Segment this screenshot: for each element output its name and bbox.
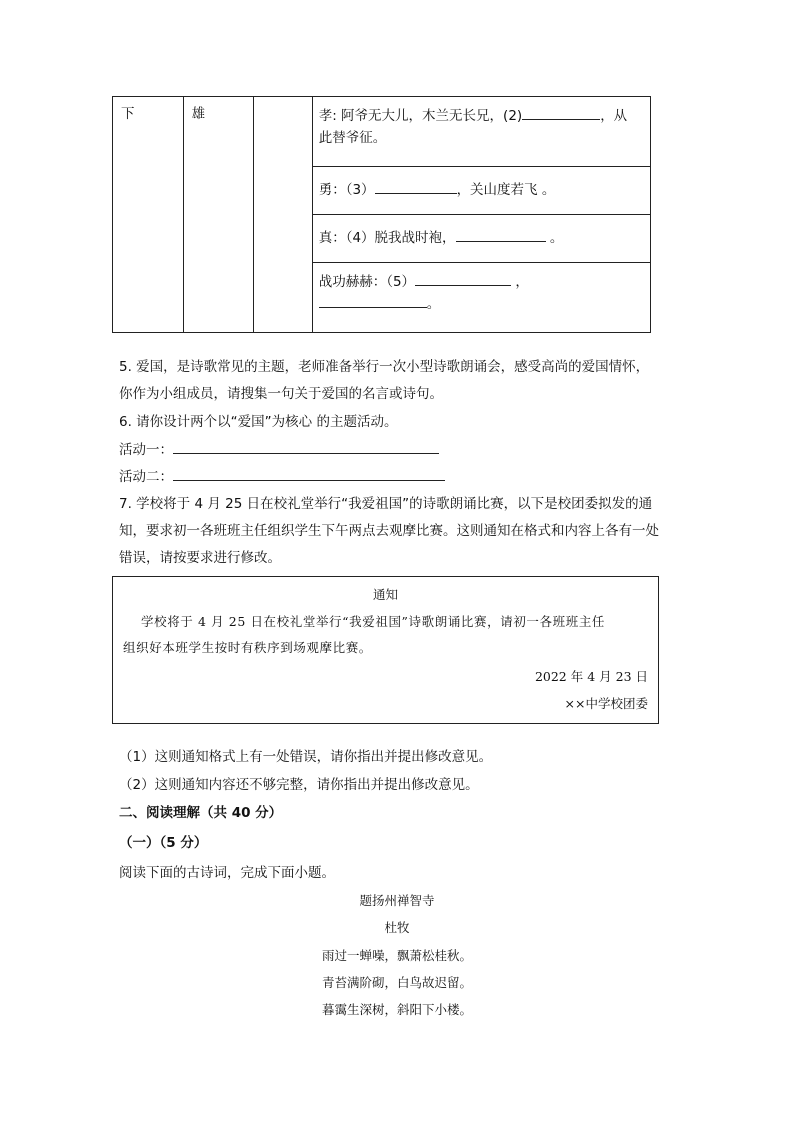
row4-prefix: 真：（4）脱我战时袍， [318,230,456,246]
activity-1-blank[interactable] [173,439,439,454]
activity-2 [119,466,679,489]
row4-suffix: 。 [545,230,564,246]
notice-box [112,576,659,724]
row5-end: 。 [426,296,441,312]
answer-blank-5b[interactable] [319,293,427,308]
answer-blank-4[interactable] [456,227,546,242]
table-col1-text: 下 [121,106,135,122]
table-col2-text: 雄 [191,106,206,122]
question-7-line3: 错误，请按要求进行修改。 [119,550,281,566]
question-7-line1: 7. 学校将于 4 月 25 日在校礼堂举行“我爱祖国”的诗歌朗诵比赛，以下是校团委拟发的通 [119,496,653,512]
subquestion-2: （2）这则通知内容还不够完整，请你指出并提出修改意见。 [119,777,479,793]
reading-intro: 阅读下面的古诗词，完成下面小题。 [119,865,335,881]
table-row-filial [312,97,650,167]
activity-1-label: 活动一： [119,442,173,458]
row5-suffix: ， [511,274,529,290]
section-title: 二、阅读理解（共 40 分） [119,805,283,821]
poem-summary-table [112,96,651,333]
table-cell-col2 [183,97,254,333]
poem-title: 题扬州禅智寺 [359,893,435,908]
poem-line-1: 雨过一蝉噪，飘萧松桂秋。 [321,948,472,963]
notice-signer: ××中学校团委 [564,696,648,711]
answer-blank-3[interactable] [375,179,457,194]
activity-2-label: 活动二： [119,469,173,485]
subquestion-1: （1）这则通知格式上有一处错误，请你指出并提出修改意见。 [119,749,493,765]
notice-title: 通知 [372,587,398,602]
table-cell-col1 [113,97,184,333]
notice-body-line1: 学校将于 4 月 25 日在校礼堂举行“我爱祖国”诗歌朗诵比赛，请初一各班班主任 [141,614,606,629]
row2-prefix: 孝: 阿爷无大儿，木兰无长兄，(2) [318,108,523,124]
table-cell-col3 [254,97,313,333]
question-7-line2: 知，要求初一各班班主任组织学生下午两点去观摩比赛。这则通知在格式和内容上各有一处 [119,523,659,539]
table-row-merit [312,263,650,333]
row5-prefix: 战功赫赫：（5） [318,274,416,290]
row3-suffix: ，关山度若飞 。 [456,182,556,198]
table-row-brave [312,167,650,215]
answer-blank-5a[interactable] [415,271,511,286]
activity-1 [119,439,679,462]
table-row-true [312,215,650,263]
poem-author: 杜牧 [384,920,410,935]
part-title: （一）（5 分） [119,835,208,851]
row2-suffix: ，从 [600,108,628,124]
row3-prefix: 勇：（3） [318,182,375,198]
activity-2-blank[interactable] [173,466,445,481]
answer-blank-2[interactable] [522,105,600,120]
poem-line-2: 青苔满阶砌，白鸟故迟留。 [321,975,472,990]
question-5-line1: 5. 爱国，是诗歌常见的主题，老师准备举行一次小型诗歌朗诵会，感受高尚的爱国情怀， [119,359,650,375]
row2-line2: 此替爷征。 [318,130,387,146]
poem-line-3: 暮霭生深树，斜阳下小楼。 [321,1002,472,1017]
notice-body-line2: 组织好本班学生按时有秩序到场观摩比赛。 [123,640,372,655]
question-6: 6. 请你设计两个以“爱国”为核心 的主题活动。 [119,414,398,430]
notice-date: 2022 年 4 月 23 日 [534,669,648,684]
question-5-line2: 你作为小组成员，请搜集一句关于爱国的名言或诗句。 [119,386,443,402]
